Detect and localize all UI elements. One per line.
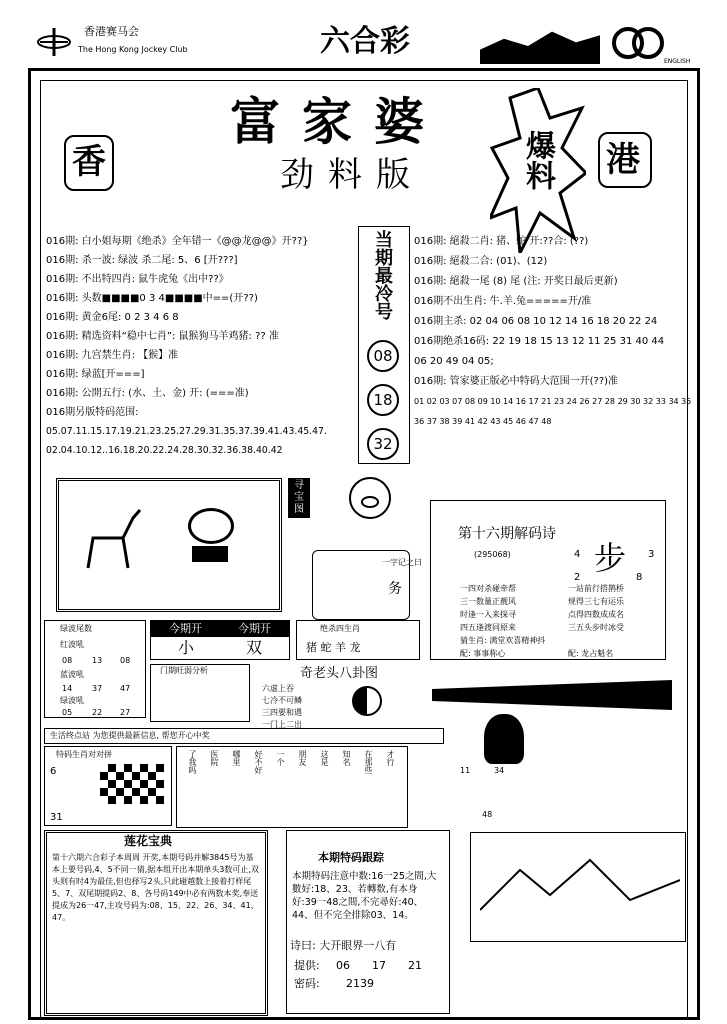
lady-num: 11 — [460, 766, 471, 775]
ad-column: 医院 — [210, 750, 219, 766]
six-balls-logo — [608, 26, 668, 60]
banner-title: 富家婆 — [230, 92, 446, 151]
red-num: 08 — [62, 656, 73, 665]
strength-title: 门期旺弱分析 — [160, 666, 208, 675]
riddle-num: 2 — [574, 572, 581, 583]
left-line: 02.04.10.12..16.18.20.22.24.28.30.32.36.38.40.42 — [46, 445, 283, 456]
zodiac-checker — [100, 764, 164, 804]
trigram-title: 奇老头八卦图 — [300, 666, 379, 681]
lady-num: 34 — [494, 766, 505, 775]
right-lantern-char: 港 — [606, 140, 640, 180]
brand-en: The Hong Kong Jockey Club — [78, 45, 188, 54]
track-code: 2139 — [346, 977, 374, 990]
left-line: 016期: 杀一波: 绿波 杀二尾: 5、6 [开???] — [46, 255, 238, 266]
ad-column: 知名 — [342, 750, 351, 766]
blue-num: 37 — [92, 684, 103, 693]
riddle-line-right: 一站前行搭鹊桥 — [568, 584, 624, 593]
riddle-line: 四五逢渡同原来 — [460, 623, 516, 632]
ad-column: 朋友 — [298, 750, 307, 766]
puzzle-label: 寻宝图 — [288, 478, 310, 518]
riddle-title: 第十六期解码诗 — [458, 526, 556, 542]
open-head-2: 今期开 — [220, 621, 289, 637]
left-line: 05.07.11.15.17.19.21.23.25.27.29.31.35.37.39.41.43.45.47. — [46, 426, 327, 437]
open-val-1: 小 — [178, 638, 195, 657]
life-tip-text: 生活终点站 为您提供最新信息, 帮您开心中奖 — [50, 731, 210, 740]
jockey-logo-icon — [34, 26, 74, 58]
right-line: 01 02 03 07 08 09 10 14 16 17 21 23 24 26 27 28 29 30 32 33 34 35 — [414, 397, 692, 406]
open-head-1: 今期开 — [151, 621, 220, 637]
left-line: 016期: 头数■■■■0 3 4■■■■中==(开??) — [46, 293, 258, 304]
ad-column: 在那些 — [364, 750, 373, 774]
lotus-text: 第十六期六合彩子本周周 开奖,本期号码并解3845号为基本上要号码,4、5不同一猜,据本组开出本期单头3数可止,双头则有时4为最佳,但也择写2头,只此碰越数上接着打样尾5、7、双尾期提码2、8、各号码149中必有两数本奖,奉送提成为26一47,主攻号码为:08、15、22、26、34、41、47。 — [52, 853, 259, 922]
riddle-line: 猜生肖: 满堂欢喜精神抖 — [460, 636, 546, 645]
left-line: 016期另版特码范围: — [46, 407, 139, 418]
riddle-line: 时逢一入来探寻 — [460, 610, 516, 619]
ad-column: 才行 — [386, 750, 395, 766]
right-line: 016期: 管家婆正版必中特码大范围一开(??)准 — [414, 376, 619, 387]
green-num: 05 — [62, 708, 73, 717]
mountain-icon — [480, 840, 680, 930]
burst-text: 爆料 — [520, 130, 555, 190]
banner-subtitle: 劲料版 — [280, 155, 424, 195]
scroll-title: 一字记之曰 — [382, 558, 422, 567]
special-zodiac-title: 特码生肖对对拼 — [56, 750, 112, 759]
riddle-code: (295068) — [474, 550, 511, 559]
right-line: 36 37 38 39 41 42 43 45 46 47 48 — [414, 417, 552, 426]
riddle-line-right: 点得四数成成名 — [568, 610, 624, 619]
zodiac-grid-cell: 31 — [50, 812, 63, 823]
coins-icon — [192, 546, 228, 562]
english-link[interactable]: ENGLISH — [664, 58, 691, 65]
track-provide-num: 06 — [336, 959, 350, 972]
ad-column: 好不好 — [254, 750, 263, 774]
red-num: 08 — [120, 656, 131, 665]
riddle-num: 8 — [636, 572, 643, 583]
track-title: 本期特码跟踪 — [318, 851, 384, 864]
green-num: 27 — [120, 708, 131, 717]
header-title: 六合彩 — [320, 24, 410, 59]
cold-ball-2: 18 — [367, 384, 399, 416]
brand-cn: 香港赛马会 — [84, 25, 139, 38]
blue-num: 47 — [120, 684, 131, 693]
lady-num: 48 — [482, 810, 493, 819]
riddle-key-char: 步 — [594, 539, 627, 577]
deer-icon — [78, 508, 148, 572]
four-kill-items: 猪 蛇 羊 龙 — [306, 641, 361, 654]
right-line: 016期: 絕殺二合: (01)、(12) — [414, 256, 548, 267]
ring-icon — [188, 508, 234, 544]
right-line: 016期: 絕殺一尾 (8) 尾 (注: 开奖日最后更新) — [414, 276, 618, 287]
yin-yang-icon — [352, 686, 382, 716]
right-line: 016期: 絕殺二肖: 猪、蛇 开:??合: (??) — [414, 236, 589, 247]
coldest-label: 当期最冷号 — [372, 230, 393, 320]
balls-logo-icon — [608, 26, 668, 60]
trigram-poem: 六虚上吞 — [262, 684, 294, 693]
cold-ball-3: 32 — [367, 428, 399, 460]
track-provide-num: 21 — [408, 959, 422, 972]
red-num: 13 — [92, 656, 103, 665]
ad-column: 了我吗 — [188, 750, 197, 774]
green-wave-label: 绿波吼 — [60, 696, 84, 705]
left-line: 016期: 绿蓝[开===] — [46, 369, 145, 380]
ad-column: 这是 — [320, 750, 329, 766]
right-line: 06 20 49 04 05; — [414, 356, 494, 367]
scroll-word: 务 — [388, 581, 402, 597]
left-line: 016期: 九宫禁生肖: 【猴】准 — [46, 350, 179, 361]
riddle-line: 三一数量正靓风 — [460, 597, 516, 606]
left-line: 016期: 白小姐每期《绝杀》全年错一《@@龙@@》开??} — [46, 236, 309, 247]
riddle-line: 配: 事事称心 — [460, 649, 506, 658]
riddle-line-right: 三五头步时冰受 — [568, 623, 624, 632]
zodiac-grid-cell: 6 — [50, 766, 57, 777]
riddle-line-right: 配: 龙占魁名 — [568, 649, 614, 658]
left-line: 016期: 不出特四肖: 鼠牛虎兔《出中??》 — [46, 274, 229, 285]
left-line: 016期: 黄金6尾: 0 2 3 4 6 8 — [46, 312, 179, 323]
ad-column: 一个 — [276, 750, 285, 766]
trigram-poem: 七冷不可鳞 — [262, 696, 302, 705]
green-num: 22 — [92, 708, 103, 717]
left-lantern-char: 香 — [72, 142, 106, 182]
open-val-2: 双 — [246, 638, 263, 657]
left-line: 016期: 公開五行: (水、土、金) 开: (===准) — [46, 388, 249, 399]
jockey-club-logo — [34, 26, 74, 58]
pig-icon — [340, 474, 400, 524]
track-provide-num: 17 — [372, 959, 386, 972]
track-provide-label: 提供: — [294, 959, 320, 972]
track-poem: 诗曰: 大开眼界一八有 — [290, 939, 397, 952]
trigram-poem: 一门上二出 — [262, 720, 302, 729]
blue-wave-label: 蓝波吼 — [60, 670, 84, 679]
lotus-title: 莲花宝典 — [124, 834, 173, 848]
ad-column: 哪里 — [232, 750, 241, 766]
color-wave-title: 绿波尾数 — [60, 624, 92, 633]
track-code-label: 密码: — [294, 977, 320, 990]
left-line: 016期: 精选资料“稳中七肖”: 鼠猴狗马羊鸡猪: ?? 准 — [46, 331, 279, 342]
riddle-num: 4 — [574, 549, 581, 560]
trigram-poem: 三四要和遇 — [262, 708, 302, 717]
right-line: 016期不出生肖: 牛.羊.兔=====开/准 — [414, 296, 592, 307]
header-horse-silhouette — [480, 28, 600, 64]
lady-portrait — [484, 714, 524, 764]
riddle-line-right: 规得三七有运乐 — [568, 597, 624, 606]
right-line: 016期绝杀16码: 22 19 18 15 13 12 11 25 31 40 44 — [414, 336, 665, 347]
track-text: 本期特码注意中数:16一25之間,大數好:18、23、若轉数,有本身好:39一48之間,不完尋好:40、44、但不完全排除03、14。 — [292, 871, 437, 921]
blue-num: 14 — [62, 684, 73, 693]
riddle-num: 3 — [648, 549, 655, 560]
riddle-line: 一四对杀碰牵帮 — [460, 584, 516, 593]
four-kill-title: 绝杀四生肖 — [320, 624, 360, 633]
red-wave-label: 红波吼 — [60, 640, 84, 649]
cold-ball-1: 08 — [367, 340, 399, 372]
right-line: 016期主杀: 02 04 06 08 10 12 14 16 18 20 22 24 — [414, 316, 658, 327]
